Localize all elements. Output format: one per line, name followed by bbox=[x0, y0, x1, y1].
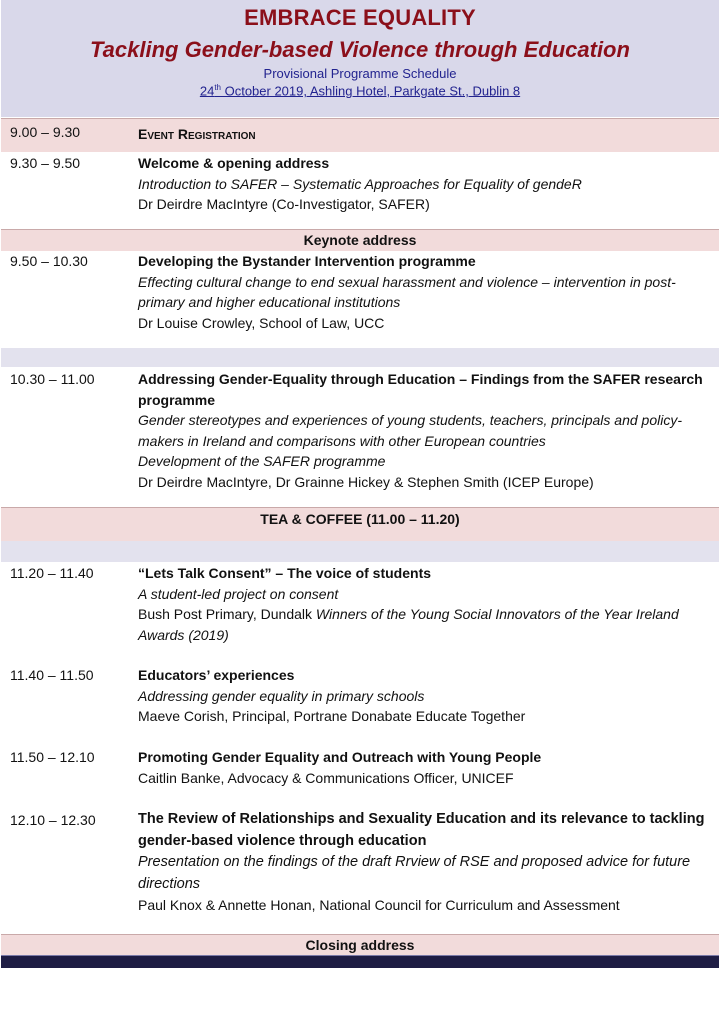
session-speaker: Paul Knox & Annette Honan, National Council for Curriculum and Assessment bbox=[138, 897, 620, 913]
session-time: 12.10 – 12.30 bbox=[10, 812, 96, 828]
keynote-band: Keynote address bbox=[1, 229, 719, 251]
session-title: “Lets Talk Consent” – The voice of students bbox=[138, 565, 432, 581]
session-subtitle: A student-led project on consent bbox=[138, 585, 339, 602]
session-time: 10.30 – 11.00 bbox=[10, 371, 95, 387]
session-educators bbox=[1, 665, 719, 735]
session-speaker: Caitlin Banke, Advocacy & Communications Officer, UNICEF bbox=[138, 769, 514, 786]
header bbox=[1, 0, 719, 117]
session-time: 11.20 – 11.40 bbox=[10, 565, 94, 581]
session-subtitle: Gender stereotypes and experiences of young students, teachers, principals and policy-makers in Ireland and comparisons with other European countries bbox=[138, 412, 682, 449]
session-title: Developing the Bystander Intervention programme bbox=[138, 253, 476, 269]
event-subtitle: Tackling Gender-based Violence through Education bbox=[90, 37, 630, 62]
session-title: Addressing Gender-Equality through Education – Findings from the SAFER research programme bbox=[138, 371, 703, 408]
session-consent bbox=[1, 562, 719, 654]
session-bystander bbox=[1, 251, 719, 348]
session-subtitle: Presentation on the findings of the draft Rrview of RSE and proposed advice for future directions bbox=[138, 854, 691, 892]
session-title: The Review of Relationships and Sexuality Education and its relevance to tackling gender-based violence through education bbox=[138, 811, 705, 849]
session-title: Event Registration bbox=[138, 126, 256, 142]
session-registration bbox=[1, 118, 719, 152]
session-time: 11.50 – 12.10 bbox=[10, 749, 95, 765]
session-subtitle: Addressing gender equality in primary schools bbox=[138, 687, 425, 704]
session-outreach bbox=[1, 747, 719, 797]
divider-band bbox=[1, 541, 719, 562]
divider-band bbox=[1, 348, 719, 367]
programme-label: Provisional Programme Schedule bbox=[263, 66, 457, 81]
footer-bar bbox=[1, 955, 719, 968]
session-title: Educators’ experiences bbox=[138, 667, 295, 683]
event-title: EMBRACE EQUALITY bbox=[244, 5, 476, 30]
session-title: Welcome & opening address bbox=[138, 155, 330, 171]
session-speaker: Maeve Corish, Principal, Portrane Donabate Educate Together bbox=[138, 708, 526, 724]
session-subtitle: Introduction to SAFER – Systematic Approaches for Equality of gendeR bbox=[138, 175, 582, 192]
session-welcome bbox=[1, 152, 719, 228]
session-rse bbox=[1, 809, 719, 933]
tea-coffee-band: TEA & COFFEE (11.00 – 11.20) bbox=[1, 507, 719, 541]
session-speaker: Dr Louise Crowley, School of Law, UCC bbox=[138, 314, 385, 331]
session-title: Promoting Gender Equality and Outreach with Young People bbox=[138, 749, 542, 765]
session-time: 9.50 – 10.30 bbox=[10, 253, 88, 269]
session-speaker: Dr Deirdre MacIntyre (Co-Investigator, SAFER) bbox=[138, 196, 430, 212]
session-time: 9.00 – 9.30 bbox=[10, 124, 81, 140]
event-date-venue: 24th October 2019, Ashling Hotel, Parkgate St., Dublin 8 bbox=[199, 83, 521, 99]
session-subtitle-2: Development of the SAFER programme bbox=[138, 453, 386, 469]
session-speaker: Dr Deirdre MacIntyre, Dr Grainne Hickey & Stephen Smith (ICEP Europe) bbox=[138, 473, 594, 490]
session-time: 11.40 – 11.50 bbox=[10, 667, 94, 683]
session-findings bbox=[1, 368, 719, 506]
session-subtitle: Effecting cultural change to end sexual harassment and violence – intervention in post-primary and higher educational institutions bbox=[138, 273, 676, 310]
closing-band: Closing address bbox=[1, 934, 719, 956]
session-time: 9.30 – 9.50 bbox=[10, 155, 81, 171]
session-speaker: Bush Post Primary, Dundalk Winners of the Young Social Innovators of the Year Ireland Awards (2019) bbox=[138, 606, 679, 643]
